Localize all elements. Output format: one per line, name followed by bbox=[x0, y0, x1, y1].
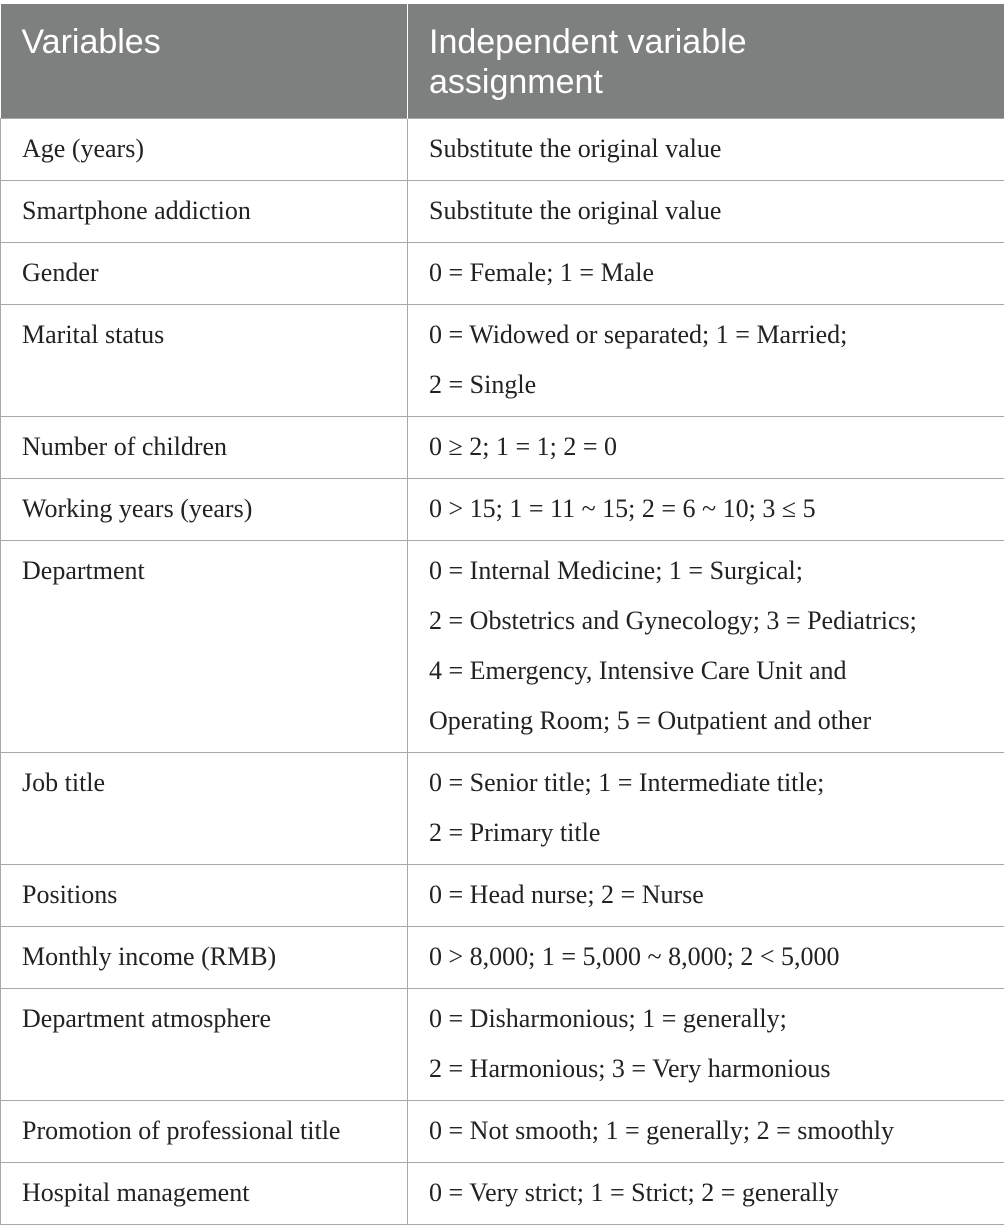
assignment-cell bbox=[408, 1163, 1004, 1225]
table-row bbox=[1, 865, 1004, 927]
assignment-cell bbox=[408, 865, 1004, 927]
assignment-cell bbox=[408, 479, 1004, 541]
variable-cell bbox=[1, 927, 408, 989]
assignment-cell bbox=[408, 417, 1004, 479]
assignment-line: 0 = Female; 1 = Male bbox=[429, 258, 654, 287]
assignment-cell bbox=[408, 753, 1004, 865]
table-row bbox=[1, 753, 1004, 865]
table-row bbox=[1, 417, 1004, 479]
variable-name: Department atmosphere bbox=[22, 1004, 272, 1033]
table-row bbox=[1, 243, 1004, 305]
assignment-cell bbox=[408, 927, 1004, 989]
assignment-line: Operating Room; 5 = Outpatient and other bbox=[429, 706, 872, 735]
assignment-line: 0 = Senior title; 1 = Intermediate title; bbox=[429, 768, 825, 797]
variable-cell bbox=[1, 541, 408, 753]
variable-name: Positions bbox=[22, 880, 118, 909]
assignment-line: 0 = Not smooth; 1 = generally; 2 = smoothly bbox=[429, 1116, 895, 1145]
assignment-line: 0 = Head nurse; 2 = Nurse bbox=[429, 880, 704, 909]
table-row bbox=[1, 541, 1004, 753]
header-assignment-line-2: assignment bbox=[429, 63, 603, 101]
assignment-line: 0 = Disharmonious; 1 = generally; bbox=[429, 1004, 787, 1033]
variable-name: Promotion of professional title bbox=[22, 1116, 341, 1145]
assignment-cell bbox=[408, 989, 1004, 1101]
header-row bbox=[1, 4, 1004, 119]
variable-name: Hospital management bbox=[22, 1178, 250, 1207]
variable-name: Age (years) bbox=[22, 134, 144, 163]
table-row bbox=[1, 927, 1004, 989]
assignment-cell bbox=[408, 181, 1004, 243]
assignment-line: 2 = Obstetrics and Gynecology; 3 = Pediatrics; bbox=[429, 606, 917, 635]
assignment-line: 0 ≥ 2; 1 = 1; 2 = 0 bbox=[429, 432, 618, 461]
variable-name: Marital status bbox=[22, 320, 165, 349]
table-row bbox=[1, 989, 1004, 1101]
variable-cell bbox=[1, 1163, 408, 1225]
header-variables bbox=[1, 4, 408, 119]
table-row bbox=[1, 181, 1004, 243]
variable-cell bbox=[1, 417, 408, 479]
table-row bbox=[1, 1163, 1004, 1225]
header-assignment-line-1: Independent variable bbox=[429, 23, 747, 61]
header-assignment bbox=[408, 4, 1004, 119]
variable-cell bbox=[1, 1101, 408, 1163]
table-row bbox=[1, 305, 1004, 417]
assignment-cell bbox=[408, 243, 1004, 305]
assignment-line: 0 = Very strict; 1 = Strict; 2 = generally bbox=[429, 1178, 839, 1207]
assignment-cell bbox=[408, 1101, 1004, 1163]
variable-name: Department bbox=[22, 556, 145, 585]
variable-name: Job title bbox=[22, 768, 106, 797]
header-variables-label: Variables bbox=[21, 23, 161, 61]
assignment-line: Substitute the original value bbox=[429, 196, 722, 225]
assignment-cell bbox=[408, 541, 1004, 753]
variable-cell bbox=[1, 479, 408, 541]
assignment-line: 0 > 15; 1 = 11 ~ 15; 2 = 6 ~ 10; 3 ≤ 5 bbox=[429, 494, 816, 523]
variable-name: Smartphone addiction bbox=[22, 196, 251, 225]
assignment-line: Substitute the original value bbox=[429, 134, 722, 163]
table-row bbox=[1, 1101, 1004, 1163]
assignment-line: 2 = Harmonious; 3 = Very harmonious bbox=[429, 1054, 831, 1083]
variable-assignment-table-container bbox=[0, 4, 1004, 1225]
assignment-cell bbox=[408, 119, 1004, 181]
assignment-line: 0 = Widowed or separated; 1 = Married; bbox=[429, 320, 848, 349]
assignment-line: 0 > 8,000; 1 = 5,000 ~ 8,000; 2 < 5,000 bbox=[429, 942, 840, 971]
assignment-line: 0 = Internal Medicine; 1 = Surgical; bbox=[429, 556, 803, 585]
variable-assignment-table bbox=[0, 4, 1004, 1225]
variable-name: Working years (years) bbox=[22, 494, 253, 523]
table-row bbox=[1, 119, 1004, 181]
variable-cell bbox=[1, 119, 408, 181]
variable-cell bbox=[1, 243, 408, 305]
assignment-line: 2 = Primary title bbox=[429, 818, 601, 847]
variable-name: Gender bbox=[22, 258, 99, 287]
variable-cell bbox=[1, 865, 408, 927]
assignment-line: 4 = Emergency, Intensive Care Unit and bbox=[429, 656, 847, 685]
variable-name: Monthly income (RMB) bbox=[22, 942, 277, 971]
table-row bbox=[1, 479, 1004, 541]
variable-cell bbox=[1, 989, 408, 1101]
table-body bbox=[1, 119, 1004, 1225]
variable-cell bbox=[1, 181, 408, 243]
variable-cell bbox=[1, 753, 408, 865]
variable-cell bbox=[1, 305, 408, 417]
table-header bbox=[1, 4, 1004, 119]
variable-name: Number of children bbox=[22, 432, 228, 461]
assignment-line: 2 = Single bbox=[429, 370, 537, 399]
assignment-cell bbox=[408, 305, 1004, 417]
